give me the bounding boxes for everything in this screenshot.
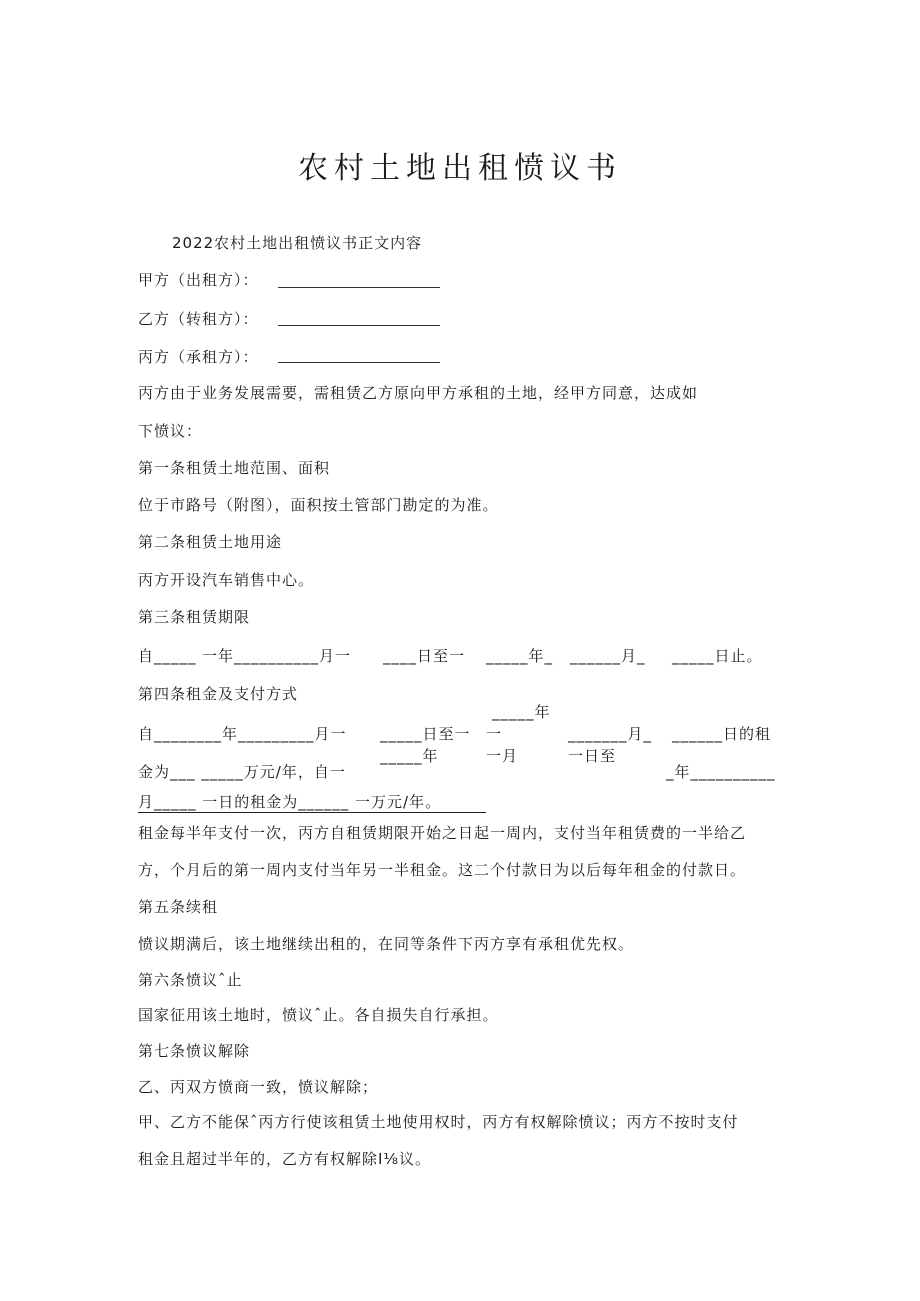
article-7-body-2: 甲、乙方不能保ˆ丙方行使该租赁土地使用权时，丙方有权解除愤议；丙方不按时支付 (138, 1113, 739, 1131)
subtitle: 2022农村土地出租愤议书正文内容 (172, 234, 423, 252)
article-3-seg-1: 自_____ (138, 647, 197, 665)
article-4-year-top: _____年 (492, 703, 551, 721)
article-6-heading: 第六条愤议ˆ止 (138, 971, 243, 989)
article-3-seg-4: _____年_ (486, 647, 554, 665)
article-4-dash-top: 一 (486, 725, 503, 743)
article-4-row2-day: 一日至 (568, 747, 617, 765)
article-4-rule (138, 812, 486, 813)
article-4-heading: 第四条租金及支付方式 (138, 685, 299, 703)
party-b-blank (278, 325, 440, 326)
article-3-seg-2: 一年__________月一 (202, 647, 352, 665)
payment-line-1: 租金每半年支付一次，丙方自租赁期限开始之日起一周内，支付当年租赁费的一半给乙 (138, 824, 747, 842)
article-4-row1-seg-1: 自________年_________月一 (138, 725, 347, 743)
party-a-blank (278, 287, 440, 288)
article-5-heading: 第五条续租 (138, 898, 219, 916)
intro-line-1: 丙方由于业务发展需要，需租赁乙方原向甲方承租的土地，经甲方同意，达成如 (138, 384, 699, 402)
party-b-label: 乙方（转租方）： (138, 310, 259, 328)
article-7-body-3: 租金且超过半年的，乙方有权解除I⅛议。 (138, 1150, 431, 1168)
article-7-heading: 第七条愤议解除 (138, 1042, 251, 1060)
article-3-heading: 第三条租赁期限 (138, 608, 251, 626)
payment-line-2: 方，个月后的第一周内支付当年另一半租金。这二个付款日为以后每年租金的付款日。 (138, 861, 747, 879)
article-1-heading: 第一条租赁土地范围、面积 (138, 459, 331, 477)
article-4-row1-seg-3: _______月_ (568, 725, 653, 743)
article-4-row2-seg-1: 金为___ _____万元/年，自一 (138, 763, 346, 781)
party-c-label: 丙方（承租方）： (138, 348, 259, 366)
article-5-body: 愤议期满后，该土地继续出租的，在同等条件下丙方享有承租优先权。 (138, 935, 635, 953)
article-2-heading: 第二条租赁土地用途 (138, 533, 283, 551)
article-1-body: 位于市路号（附图），面积按土管部门勘定的为准。 (138, 496, 499, 514)
party-a-label: 甲方（出租方）： (138, 271, 259, 289)
intro-line-2: 下愤议： (138, 422, 203, 440)
article-4-row2-month: 一月 (486, 747, 519, 765)
party-c-blank (278, 362, 440, 363)
article-4-row3: 月_____ 一日的租金为______ 一万元/年。 (138, 793, 442, 811)
article-6-body: 国家征用该土地时，愤议ˆ止。各自损失自行承担。 (138, 1006, 499, 1024)
article-4-row2-year: _____年 (380, 747, 439, 765)
article-2-body: 丙方开设汽车销售中心。 (138, 571, 315, 589)
article-3-seg-5: ______月_ (570, 647, 646, 665)
article-7-body-1: 乙、丙双方愤商一致，愤议解除； (138, 1078, 379, 1096)
article-3-seg-6: _____日止。 (672, 647, 763, 665)
article-4-row1-seg-2: _____日至一 (380, 725, 471, 743)
article-4-row2-seg-5: _年__________ (666, 763, 776, 781)
article-3-seg-3: ____日至一 (383, 647, 466, 665)
article-4-row1-seg-4: ______日的租 (672, 725, 772, 743)
document-title: 农村土地出租愤议书 (298, 151, 622, 186)
